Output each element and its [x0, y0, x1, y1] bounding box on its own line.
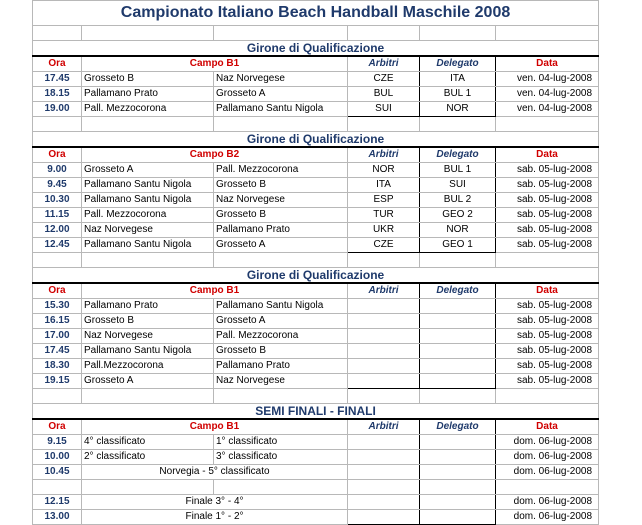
team-home[interactable]: Pall. Mezzocorona: [82, 208, 214, 223]
match-date[interactable]: sab. 05-lug-2008: [496, 163, 599, 178]
empty-cell[interactable]: [420, 480, 496, 495]
delegato-cell[interactable]: GEO 1: [420, 238, 496, 253]
empty-cell[interactable]: [33, 253, 82, 268]
team-away[interactable]: Grosseto A: [214, 238, 348, 253]
team-away[interactable]: Grosseto B: [214, 178, 348, 193]
match-date[interactable]: dom. 06-lug-2008: [496, 450, 599, 465]
match-date[interactable]: sab. 05-lug-2008: [496, 178, 599, 193]
header-arbitri: Arbitri: [348, 419, 420, 435]
team-home[interactable]: Pallamano Santu Nigola: [82, 344, 214, 359]
section-title-row: [33, 132, 599, 148]
empty-cell[interactable]: [82, 117, 214, 132]
match-row: [33, 72, 599, 87]
arbitri-cell[interactable]: TUR: [348, 208, 420, 223]
header-campo: Campo B1: [82, 283, 348, 299]
header-delegato: Delegato: [420, 283, 496, 299]
section-title: Girone di Qualificazione: [33, 41, 599, 57]
header-delegato: Delegato: [420, 56, 496, 72]
header-arbitri: Arbitri: [348, 147, 420, 163]
empty-cell[interactable]: [33, 480, 82, 495]
empty-cell[interactable]: [82, 26, 214, 41]
spacer-row: [33, 26, 599, 41]
match-time[interactable]: 10.45: [33, 465, 82, 480]
arbitri-cell[interactable]: [348, 495, 420, 510]
header-campo: Campo B2: [82, 147, 348, 163]
empty-cell[interactable]: [214, 253, 348, 268]
arbitri-cell[interactable]: SUI: [348, 102, 420, 117]
match-time[interactable]: 17.45: [33, 72, 82, 87]
match-time[interactable]: 10.30: [33, 193, 82, 208]
team-home[interactable]: Naz Norvegese: [82, 223, 214, 238]
match-time[interactable]: 9.00: [33, 163, 82, 178]
team-home[interactable]: Grosseto B: [82, 314, 214, 329]
team-away[interactable]: Pallamano Prato: [214, 223, 348, 238]
delegato-cell[interactable]: [420, 299, 496, 314]
team-away[interactable]: Grosseto A: [214, 314, 348, 329]
delegato-cell[interactable]: [420, 495, 496, 510]
match-time[interactable]: 13.00: [33, 510, 82, 525]
delegato-cell[interactable]: BUL 1: [420, 163, 496, 178]
delegato-cell[interactable]: [420, 435, 496, 450]
empty-cell[interactable]: [214, 480, 348, 495]
arbitri-cell[interactable]: [348, 329, 420, 344]
match-date[interactable]: ven. 04-lug-2008: [496, 102, 599, 117]
delegato-cell[interactable]: [420, 374, 496, 389]
delegato-cell[interactable]: [420, 450, 496, 465]
match-time[interactable]: 18.30: [33, 359, 82, 374]
match-date[interactable]: sab. 05-lug-2008: [496, 238, 599, 253]
spacer-row: [33, 389, 599, 404]
match-row: [33, 344, 599, 359]
team-away[interactable]: Pallamano Prato: [214, 359, 348, 374]
match-row: [33, 299, 599, 314]
arbitri-cell[interactable]: CZE: [348, 72, 420, 87]
empty-cell[interactable]: [214, 389, 348, 404]
column-header-row: [33, 283, 599, 299]
team-home[interactable]: Pallamano Santu Nigola: [82, 178, 214, 193]
match-time[interactable]: 11.15: [33, 208, 82, 223]
team-home[interactable]: 2° classificato: [82, 450, 214, 465]
empty-cell[interactable]: [420, 117, 496, 132]
arbitri-cell[interactable]: [348, 314, 420, 329]
spreadsheet: [32, 0, 598, 525]
match-time[interactable]: 18.15: [33, 87, 82, 102]
match-row: [33, 435, 599, 450]
match-row: [33, 374, 599, 389]
empty-cell[interactable]: [420, 26, 496, 41]
team-home[interactable]: Pallamano Prato: [82, 299, 214, 314]
team-home[interactable]: Pallamano Prato: [82, 87, 214, 102]
match-time[interactable]: 12.15: [33, 495, 82, 510]
match-date[interactable]: sab. 05-lug-2008: [496, 374, 599, 389]
empty-cell[interactable]: [496, 26, 599, 41]
team-away[interactable]: Naz Norvegese: [214, 72, 348, 87]
empty-cell[interactable]: [33, 117, 82, 132]
header-delegato: Delegato: [420, 419, 496, 435]
match-date[interactable]: ven. 04-lug-2008: [496, 72, 599, 87]
empty-cell[interactable]: [33, 389, 82, 404]
header-data: Data: [496, 283, 599, 299]
team-home[interactable]: Grosseto A: [82, 374, 214, 389]
header-delegato: Delegato: [420, 147, 496, 163]
arbitri-cell[interactable]: [348, 435, 420, 450]
match-row: [33, 359, 599, 374]
match-description[interactable]: Finale 3° - 4°: [82, 495, 348, 510]
team-away[interactable]: Naz Norvegese: [214, 193, 348, 208]
header-ora: Ora: [33, 56, 82, 72]
team-away[interactable]: Pallamano Santu Nigola: [214, 299, 348, 314]
team-home[interactable]: Pallamano Santu Nigola: [82, 238, 214, 253]
header-data: Data: [496, 56, 599, 72]
section-title-row: [33, 404, 599, 420]
match-time[interactable]: 17.00: [33, 329, 82, 344]
match-row: [33, 163, 599, 178]
team-home[interactable]: 4° classificato: [82, 435, 214, 450]
column-header-row: [33, 419, 599, 435]
team-home[interactable]: Pall. Mezzocorona: [82, 102, 214, 117]
empty-cell[interactable]: [82, 253, 214, 268]
match-row: [33, 329, 599, 344]
section-title: SEMI FINALI - FINALI: [33, 404, 599, 420]
match-row: [33, 465, 599, 480]
team-away[interactable]: Grosseto B: [214, 208, 348, 223]
delegato-cell[interactable]: SUI: [420, 178, 496, 193]
arbitri-cell[interactable]: [348, 374, 420, 389]
match-row: [33, 495, 599, 510]
delegato-cell[interactable]: [420, 329, 496, 344]
delegato-cell[interactable]: [420, 314, 496, 329]
match-date[interactable]: sab. 05-lug-2008: [496, 208, 599, 223]
header-campo: Campo B1: [82, 419, 348, 435]
delegato-cell[interactable]: [420, 510, 496, 525]
spacer-row: [33, 480, 599, 495]
arbitri-cell[interactable]: UKR: [348, 223, 420, 238]
team-home[interactable]: Grosseto B: [82, 72, 214, 87]
team-away[interactable]: Grosseto B: [214, 344, 348, 359]
match-row: [33, 178, 599, 193]
team-away[interactable]: Pall. Mezzocorona: [214, 163, 348, 178]
section-title-row: [33, 41, 599, 57]
match-row: [33, 102, 599, 117]
empty-cell[interactable]: [348, 117, 420, 132]
empty-cell[interactable]: [33, 26, 82, 41]
header-data: Data: [496, 147, 599, 163]
delegato-cell[interactable]: BUL 1: [420, 87, 496, 102]
team-home[interactable]: Pall.Mezzocorona: [82, 359, 214, 374]
match-row: [33, 238, 599, 253]
header-arbitri: Arbitri: [348, 56, 420, 72]
delegato-cell[interactable]: GEO 2: [420, 208, 496, 223]
match-date[interactable]: sab. 05-lug-2008: [496, 193, 599, 208]
match-date[interactable]: dom. 06-lug-2008: [496, 435, 599, 450]
match-row: [33, 450, 599, 465]
team-home[interactable]: Pallamano Santu Nigola: [82, 193, 214, 208]
match-date[interactable]: sab. 05-lug-2008: [496, 344, 599, 359]
empty-cell[interactable]: [420, 253, 496, 268]
match-row: [33, 208, 599, 223]
header-campo: Campo B1: [82, 56, 348, 72]
match-time[interactable]: 12.00: [33, 223, 82, 238]
delegato-cell[interactable]: [420, 344, 496, 359]
empty-cell[interactable]: [214, 26, 348, 41]
match-time[interactable]: 19.15: [33, 374, 82, 389]
match-time[interactable]: 12.45: [33, 238, 82, 253]
match-description[interactable]: Finale 1° - 2°: [82, 510, 348, 525]
match-date[interactable]: sab. 05-lug-2008: [496, 314, 599, 329]
arbitri-cell[interactable]: [348, 510, 420, 525]
arbitri-cell[interactable]: [348, 344, 420, 359]
header-data: Data: [496, 419, 599, 435]
match-time[interactable]: 17.45: [33, 344, 82, 359]
delegato-cell[interactable]: NOR: [420, 223, 496, 238]
arbitri-cell[interactable]: [348, 299, 420, 314]
empty-cell[interactable]: [348, 389, 420, 404]
spacer-row: [33, 253, 599, 268]
match-time[interactable]: 10.00: [33, 450, 82, 465]
match-time[interactable]: 9.15: [33, 435, 82, 450]
arbitri-cell[interactable]: [348, 465, 420, 480]
empty-cell[interactable]: [348, 253, 420, 268]
match-date[interactable]: dom. 06-lug-2008: [496, 510, 599, 525]
empty-cell[interactable]: [82, 389, 214, 404]
page-title: Campionato Italiano Beach Handball Maschile 2008: [33, 1, 599, 26]
arbitri-cell[interactable]: ESP: [348, 193, 420, 208]
header-ora: Ora: [33, 283, 82, 299]
team-home[interactable]: Grosseto A: [82, 163, 214, 178]
match-date[interactable]: sab. 05-lug-2008: [496, 299, 599, 314]
empty-cell[interactable]: [420, 389, 496, 404]
section-title: Girone di Qualificazione: [33, 132, 599, 148]
match-date[interactable]: sab. 05-lug-2008: [496, 223, 599, 238]
match-date[interactable]: sab. 05-lug-2008: [496, 359, 599, 374]
header-ora: Ora: [33, 419, 82, 435]
delegato-cell[interactable]: [420, 359, 496, 374]
match-date[interactable]: dom. 06-lug-2008: [496, 495, 599, 510]
empty-cell[interactable]: [82, 480, 214, 495]
delegato-cell[interactable]: NOR: [420, 102, 496, 117]
column-header-row: [33, 147, 599, 163]
team-away[interactable]: Pall. Mezzocorona: [214, 329, 348, 344]
team-away[interactable]: Grosseto A: [214, 87, 348, 102]
arbitri-cell[interactable]: ITA: [348, 178, 420, 193]
delegato-cell[interactable]: [420, 465, 496, 480]
arbitri-cell[interactable]: CZE: [348, 238, 420, 253]
match-row: [33, 223, 599, 238]
team-away[interactable]: 1° classificato: [214, 435, 348, 450]
arbitri-cell[interactable]: [348, 450, 420, 465]
team-away[interactable]: Naz Norvegese: [214, 374, 348, 389]
section-title: Girone di Qualificazione: [33, 268, 599, 284]
schedule-table: [32, 0, 599, 525]
section-title-row: [33, 268, 599, 284]
match-row: [33, 193, 599, 208]
match-time[interactable]: 19.00: [33, 102, 82, 117]
match-row: [33, 314, 599, 329]
team-away[interactable]: Pallamano Santu Nigola: [214, 102, 348, 117]
empty-cell[interactable]: [496, 389, 599, 404]
team-away[interactable]: 3° classificato: [214, 450, 348, 465]
team-home[interactable]: Naz Norvegese: [82, 329, 214, 344]
match-row: [33, 87, 599, 102]
match-date[interactable]: sab. 05-lug-2008: [496, 329, 599, 344]
empty-cell[interactable]: [496, 253, 599, 268]
delegato-cell[interactable]: BUL 2: [420, 193, 496, 208]
delegato-cell[interactable]: ITA: [420, 72, 496, 87]
empty-cell[interactable]: [214, 117, 348, 132]
empty-cell[interactable]: [348, 480, 420, 495]
spacer-row: [33, 117, 599, 132]
header-ora: Ora: [33, 147, 82, 163]
empty-cell[interactable]: [348, 26, 420, 41]
match-time[interactable]: 9.45: [33, 178, 82, 193]
empty-cell[interactable]: [496, 117, 599, 132]
arbitri-cell[interactable]: NOR: [348, 163, 420, 178]
header-arbitri: Arbitri: [348, 283, 420, 299]
match-date[interactable]: dom. 06-lug-2008: [496, 465, 599, 480]
arbitri-cell[interactable]: [348, 359, 420, 374]
empty-cell[interactable]: [496, 480, 599, 495]
match-row: [33, 510, 599, 525]
match-time[interactable]: 15.30: [33, 299, 82, 314]
match-description[interactable]: Norvegia - 5° classificato: [82, 465, 348, 480]
match-time[interactable]: 16.15: [33, 314, 82, 329]
column-header-row: [33, 56, 599, 72]
match-date[interactable]: ven. 04-lug-2008: [496, 87, 599, 102]
arbitri-cell[interactable]: BUL: [348, 87, 420, 102]
